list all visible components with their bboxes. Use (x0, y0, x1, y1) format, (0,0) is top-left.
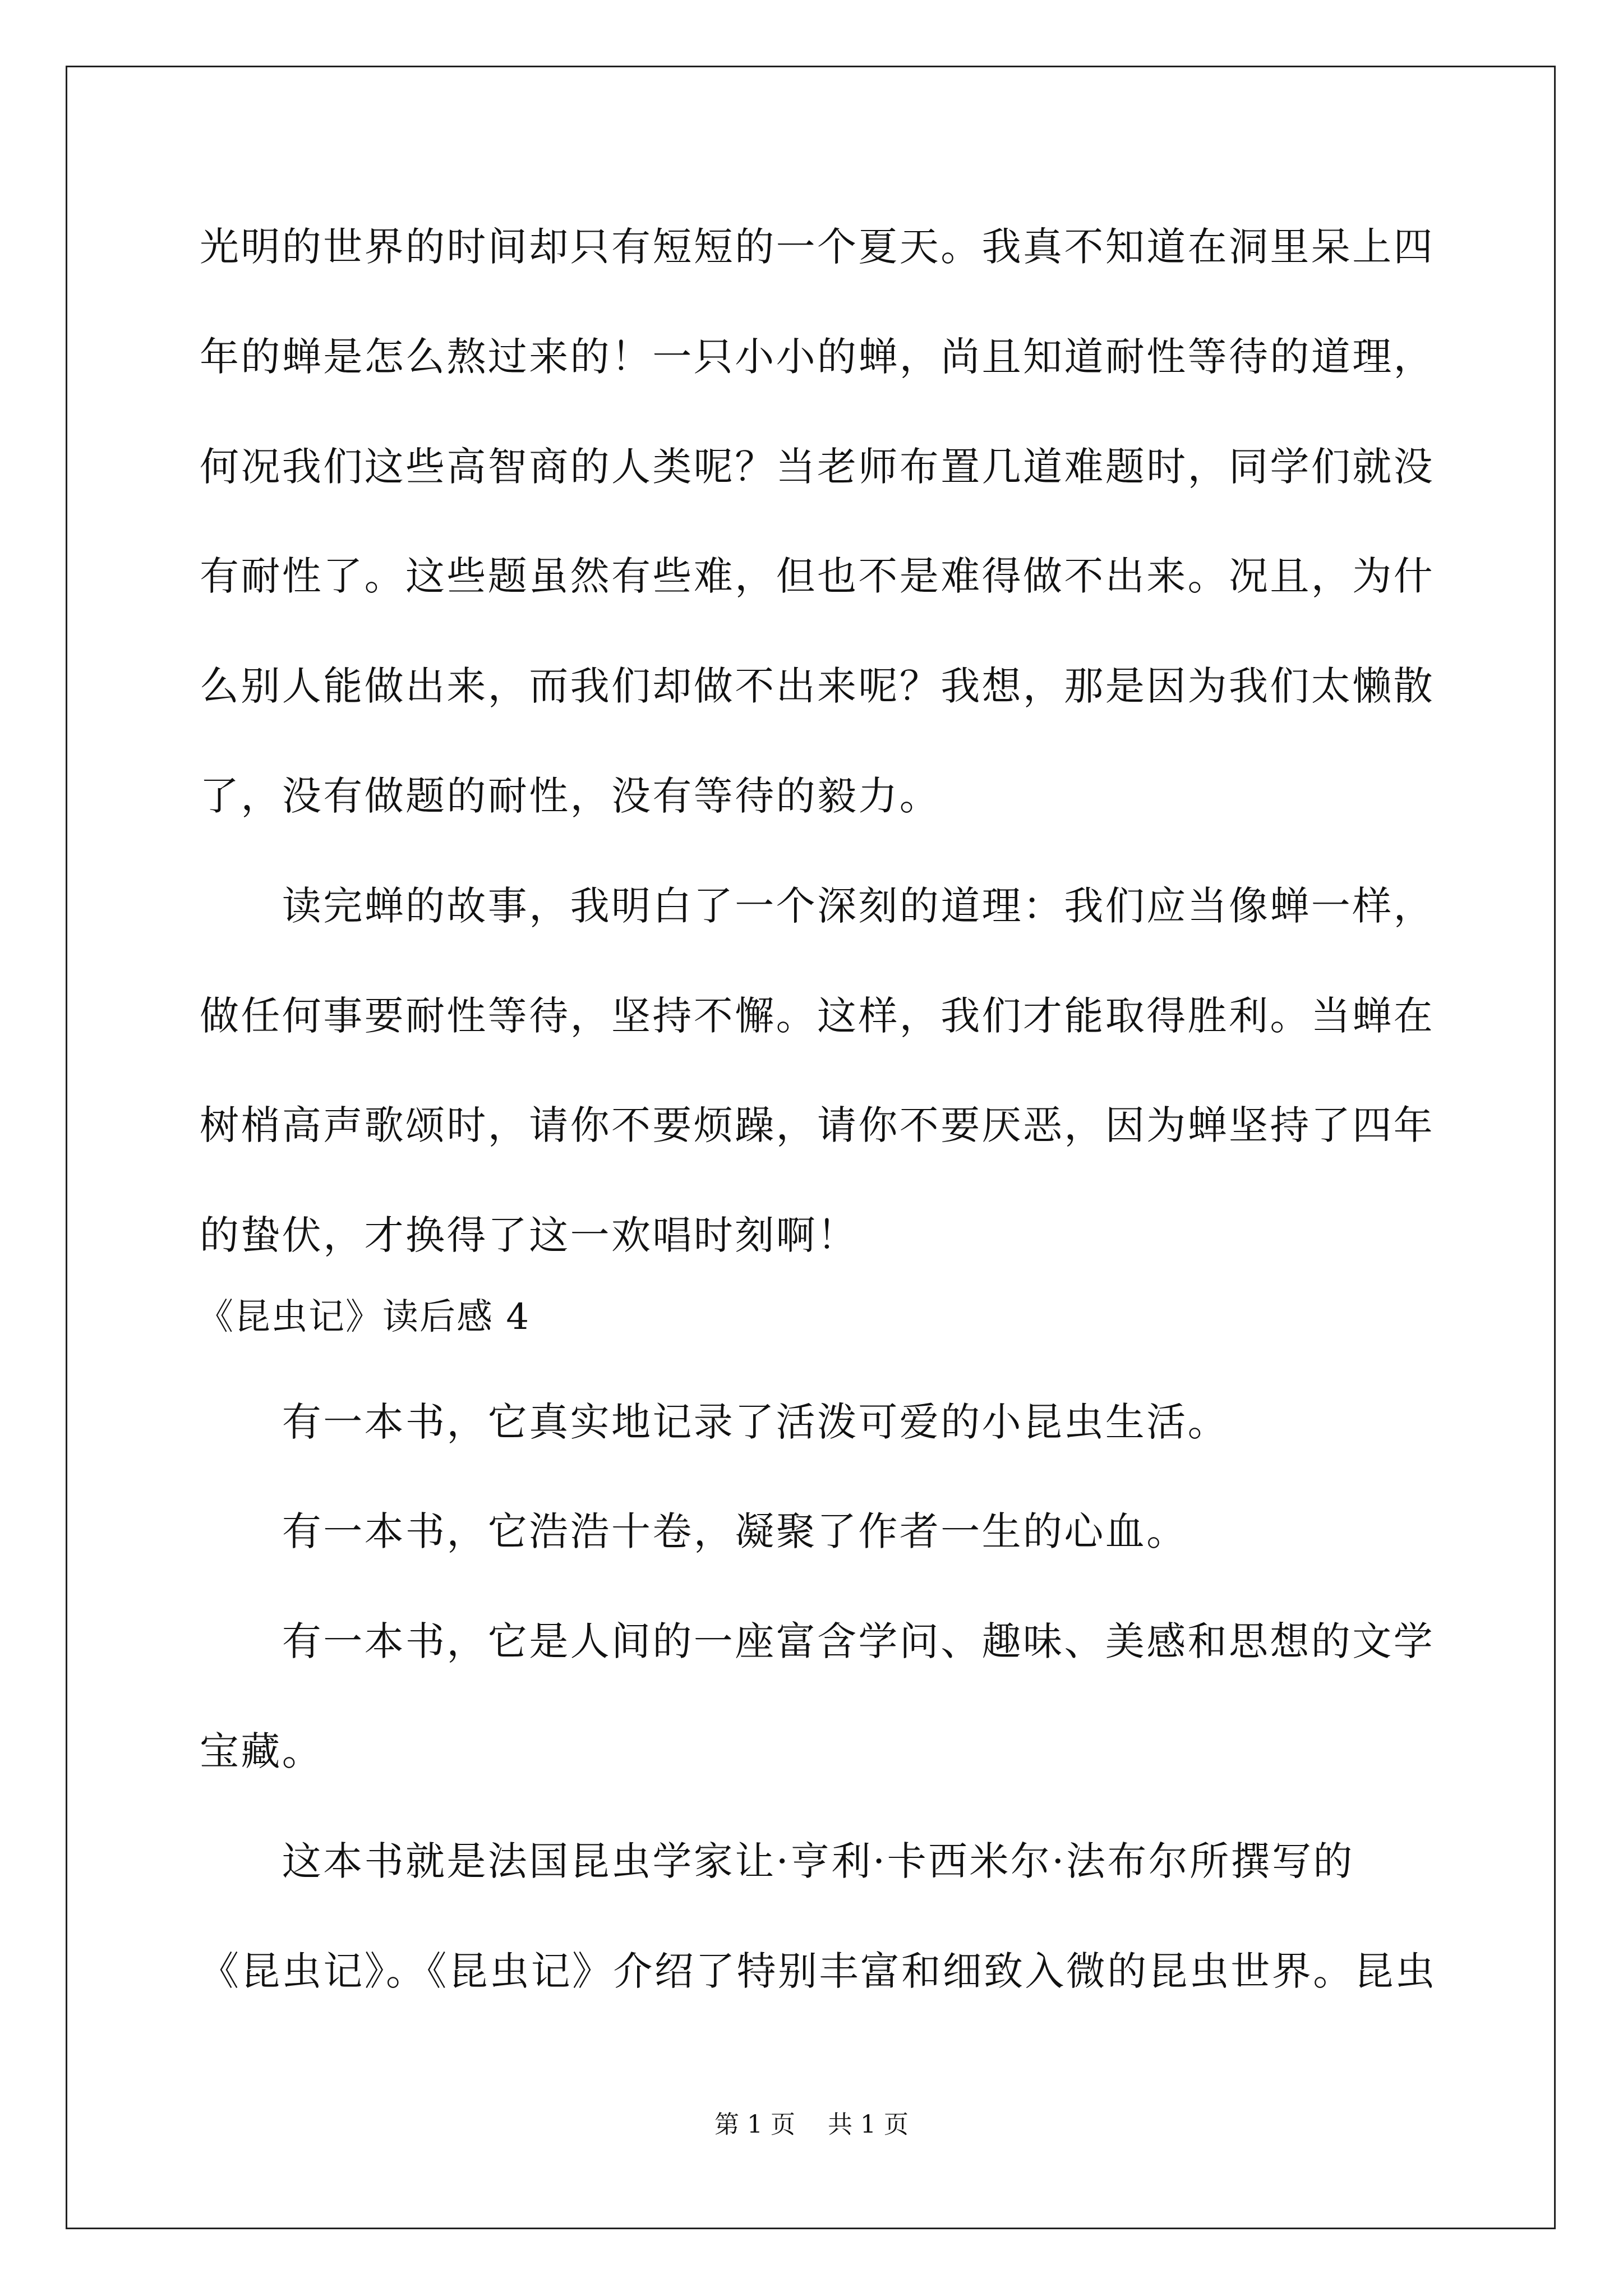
body-line: 的蛰伏，才换得了这一欢唱时刻啊！ (200, 1212, 859, 1258)
body-line: 光明的世界的时间却只有短短的一个夏天。我真不知道在洞里呆上四 (200, 224, 1435, 270)
body-line: 读完蝉的故事，我明白了一个深刻的道理：我们应当像蝉一样， (200, 883, 1435, 929)
body-line: 做任何事要耐性等待，坚持不懈。这样，我们才能取得胜利。当蝉在 (200, 993, 1435, 1039)
body-line: 么别人能做出来，而我们却做不出来呢？我想，那是因为我们太懒散 (200, 663, 1435, 709)
body-line: 了，没有做题的耐性，没有等待的毅力。 (200, 773, 941, 819)
page-footer: 第 1 页 共 1 页 (714, 2110, 909, 2139)
body-line: 有一本书，它是人间的一座富含学问、趣味、美感和思想的文学 (200, 1618, 1435, 1664)
body-line: 树梢高声歌颂时，请你不要烦躁，请你不要厌恶，因为蝉坚持了四年 (200, 1102, 1435, 1148)
body-line: 这本书就是法国昆虫学家让·亨利·卡西米尔·法布尔所撰写的 (200, 1838, 1354, 1884)
body-line: 《昆虫记》。《昆虫记》介绍了特别丰富和细致入微的昆虫世界。昆虫 (200, 1948, 1437, 1994)
body-line: 有耐性了。这些题虽然有些难，但也不是难得做不出来。况且，为什 (200, 553, 1435, 599)
body-line: 宝藏。 (200, 1728, 324, 1774)
body-line: 有一本书，它浩浩十卷，凝聚了作者一生的心血。 (200, 1508, 1188, 1554)
body-line: 年的蝉是怎么熬过来的！一只小小的蝉，尚且知道耐性等待的道理， (200, 334, 1435, 380)
section-heading: 《昆虫记》读后感 4 (197, 1296, 531, 1338)
body-line: 有一本书，它真实地记录了活泼可爱的小昆虫生活。 (200, 1399, 1229, 1445)
body-line: 何况我们这些高智商的人类呢？当老师布置几道难题时，同学们就没 (200, 444, 1435, 490)
